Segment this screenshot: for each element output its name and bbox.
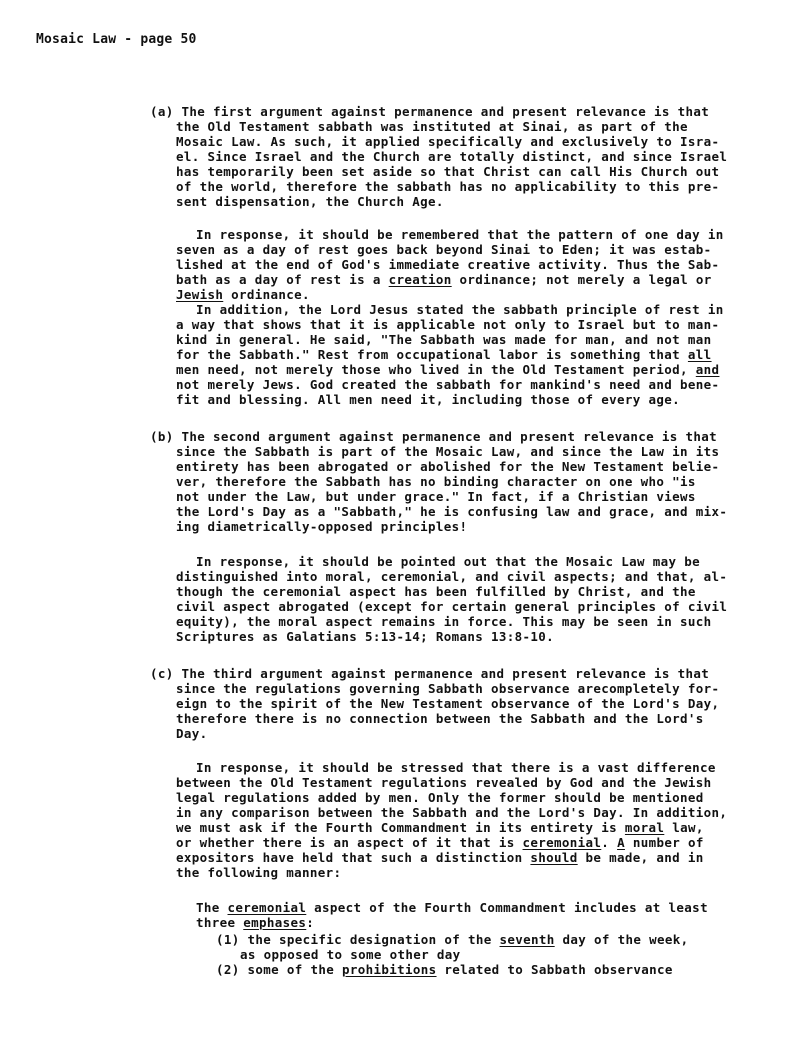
text-run: The <box>196 900 228 915</box>
underlined-word: Jewish <box>176 287 224 302</box>
text-run: number of <box>624 835 704 850</box>
text-line: Mosaic Law. As such, it applied specifically and exclusively to Isra- <box>176 134 720 149</box>
text-line: distinguished into moral, ceremonial, and civil aspects; and that, al- <box>176 569 728 584</box>
list-item <box>216 962 673 977</box>
text-run: ordinance; not merely a legal or <box>451 272 712 287</box>
list-item <box>216 932 689 947</box>
text-line: lished at the end of God's immediate creative activity. Thus the Sab- <box>176 257 720 272</box>
text-run: for the Sabbath." Rest from occupational labor is something that <box>176 347 688 362</box>
text-line: Scriptures as Galatians 5:13-14; Romans 13:8-10. <box>176 629 555 644</box>
text-line: has temporarily been set aside so that Christ can call His Church out <box>176 164 720 179</box>
text-line: (b) The second argument against permanence and present relevance is that <box>150 429 718 444</box>
text-line: a way that shows that it is applicable not only to Israel but to man- <box>176 317 720 332</box>
underlined-word: ceremonial <box>522 835 602 850</box>
text-line: eign to the spirit of the New Testament observance of the Lord's Day, <box>176 696 720 711</box>
text-line <box>176 287 310 302</box>
text-line: sent dispensation, the Church Age. <box>176 194 444 209</box>
text-line: not merely Jews. God created the sabbath for mankind's need and bene- <box>176 377 720 392</box>
underlined-word: and <box>695 362 720 377</box>
text-line: since the Sabbath is part of the Mosaic Law, and since the Law in its <box>176 444 720 459</box>
text-line: civil aspect abrogated (except for certain general principles of civil <box>176 599 728 614</box>
text-line <box>176 272 712 287</box>
text-run: bath as a day of rest is a <box>176 272 389 287</box>
underlined-word: A <box>617 835 625 850</box>
text-line: (c) The third argument against permanence and present relevance is that <box>150 666 710 681</box>
underlined-word: ceremonial <box>227 900 307 915</box>
text-line: the Lord's Day as a "Sabbath," he is confusing law and grace, and mix- <box>176 504 728 519</box>
text-line <box>176 820 704 835</box>
underlined-word: creation <box>388 272 452 287</box>
text-run: or whether there is an aspect of it that is <box>176 835 523 850</box>
text-line: since the regulations governing Sabbath observance arecompletely for- <box>176 681 720 696</box>
text-run: related to Sabbath observance <box>436 962 673 977</box>
text-line <box>176 835 704 850</box>
text-run: be made, and in <box>577 850 704 865</box>
text-line: In response, it should be remembered that the pattern of one day in <box>196 227 724 242</box>
text-line <box>176 347 712 362</box>
text-line: as opposed to some other day <box>240 947 461 962</box>
text-line: the following manner: <box>176 865 342 880</box>
text-line: legal regulations added by men. Only the former should be mentioned <box>176 790 704 805</box>
underlined-word: prohibitions <box>342 962 437 977</box>
text-line: el. Since Israel and the Church are totally distinct, and since Israel <box>176 149 728 164</box>
text-line: fit and blessing. All men need it, including those of every age. <box>176 392 681 407</box>
text-line <box>196 915 314 930</box>
text-run: (1) the specific designation of the <box>216 932 500 947</box>
text-run: three <box>196 915 244 930</box>
text-run: law, <box>664 820 704 835</box>
running-head: Mosaic Law - page 50 <box>36 32 197 47</box>
text-line: in any comparison between the Sabbath and the Lord's Day. In addition, <box>176 805 728 820</box>
text-line: ing diametrically-opposed principles! <box>176 519 468 534</box>
text-line: entirety has been abrogated or abolished for the New Testament belie- <box>176 459 720 474</box>
text-line <box>196 900 708 915</box>
text-run: aspect of the Fourth Commandment includes at least <box>306 900 708 915</box>
text-line: (a) The first argument against permanence and present relevance is that <box>150 104 710 119</box>
text-line: of the world, therefore the sabbath has no applicability to this pre- <box>176 179 720 194</box>
text-line: seven as a day of rest goes back beyond Sinai to Eden; it was estab- <box>176 242 712 257</box>
underlined-word: should <box>530 850 578 865</box>
text-line: In response, it should be pointed out that the Mosaic Law may be <box>196 554 701 569</box>
text-run: expositors have held that such a distinction <box>176 850 531 865</box>
text-line: equity), the moral aspect remains in force. This may be seen in such <box>176 614 712 629</box>
text-line: not under the Law, but under grace." In fact, if a Christian views <box>176 489 696 504</box>
text-line: kind in general. He said, "The Sabbath was made for man, and not man <box>176 332 712 347</box>
text-run: : <box>306 915 315 930</box>
text-line: In addition, the Lord Jesus stated the sabbath principle of rest in <box>196 302 724 317</box>
text-run: we must ask if the Fourth Commandment in its entirety is <box>176 820 625 835</box>
text-line: In response, it should be stressed that there is a vast difference <box>196 760 716 775</box>
text-line: though the ceremonial aspect has been fulfilled by Christ, and the <box>176 584 696 599</box>
text-line: ver, therefore the Sabbath has no binding character on one who "is <box>176 474 696 489</box>
underlined-word: emphases <box>243 915 307 930</box>
text-run: day of the week, <box>554 932 689 947</box>
text-line: Day. <box>176 726 208 741</box>
underlined-word: seventh <box>499 932 555 947</box>
underlined-word: moral <box>624 820 665 835</box>
text-line <box>176 850 704 865</box>
text-line <box>176 362 719 377</box>
text-run: (2) some of the <box>216 962 343 977</box>
text-line: therefore there is no connection between the Sabbath and the Lord's <box>176 711 704 726</box>
text-run: men need, not merely those who lived in the Old Testament period, <box>176 362 696 377</box>
text-line: between the Old Testament regulations revealed by God and the Jewish <box>176 775 712 790</box>
text-run: . <box>601 835 618 850</box>
underlined-word: all <box>687 347 712 362</box>
text-run: ordinance. <box>223 287 310 302</box>
text-line: the Old Testament sabbath was instituted at Sinai, as part of the <box>176 119 688 134</box>
